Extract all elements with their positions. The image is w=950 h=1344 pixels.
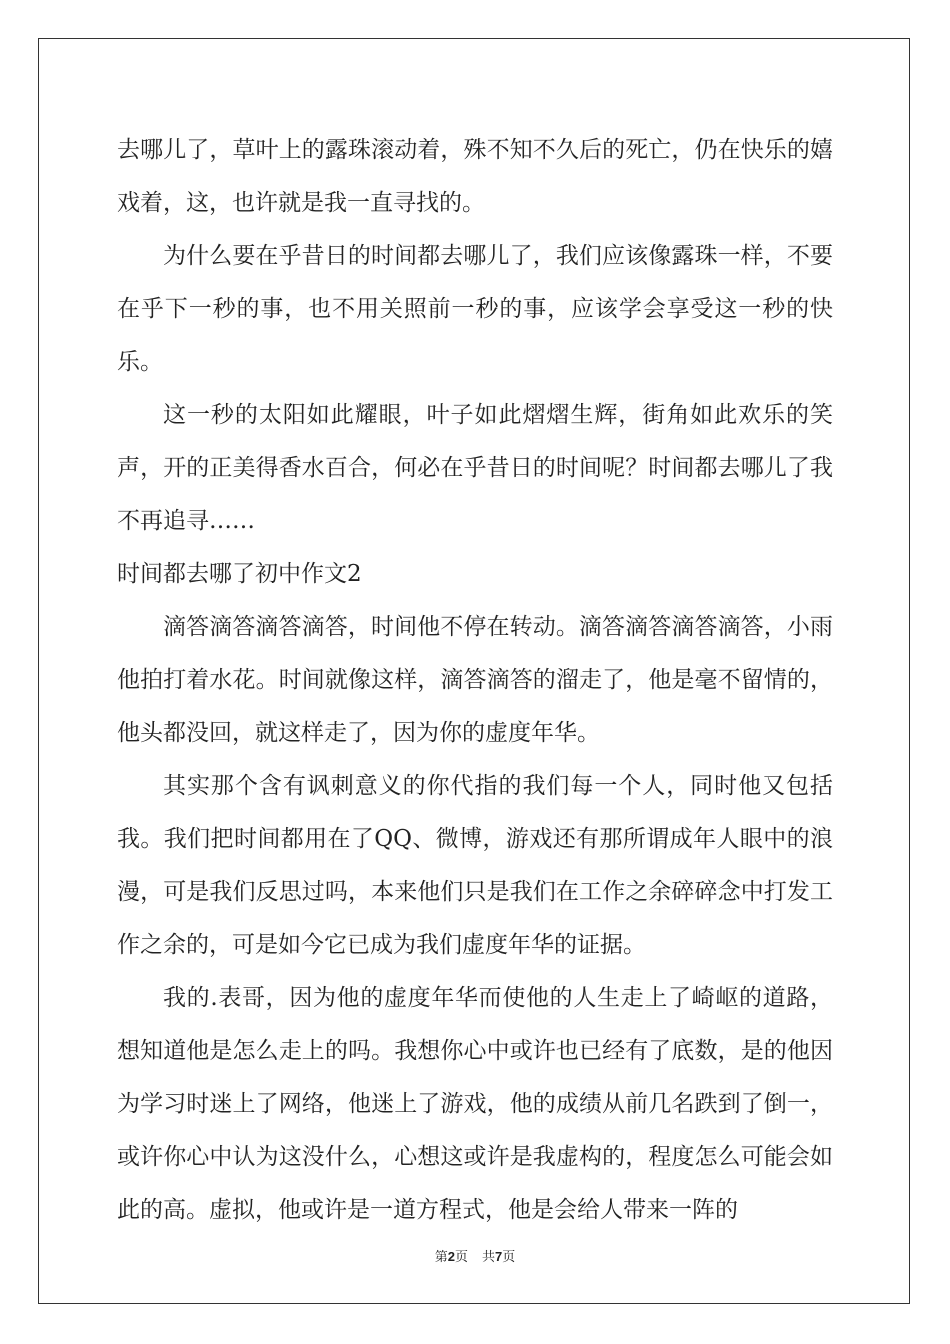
- page-footer: [0, 1246, 950, 1265]
- page-number: 2: [447, 1249, 455, 1264]
- essay-title: 时间都去哪了初中作文2: [117, 561, 362, 587]
- paragraph: 我的.表哥，因为他的虚度年华而使他的人生走上了崎岖的道路，想知道他是怎么走上的吗。我想你心中或许也已经有了底数，是的他因为学习时迷上了网络，他迷上了游戏，他的成绩从前几名跌到了倒一，或许你心中认为这没什么，心想这或许是我虚构的，程度怎么可能会如此的高。虚拟，他或许是一道方程式，他是会给人带来一阵的: [117, 985, 833, 1223]
- total-prefix: 共: [482, 1250, 496, 1265]
- paragraph: 为什么要在乎昔日的时间都去哪儿了，我们应该像露珠一样，不要在乎下一秒的事，也不用关照前一秒的事，应该学会享受这一秒的快乐。: [117, 243, 833, 375]
- document-body: [117, 124, 833, 1237]
- paragraph: 其实那个含有讽刺意义的你代指的我们每一个人，同时他又包括我。我们把时间都用在了QQ、微博，游戏还有那所谓成年人眼中的浪漫，可是我们反思过吗，本来他们只是我们在工作之余碎碎念中打发工作之余的，可是如今它已成为我们虚度年华的证据。: [117, 773, 833, 958]
- paragraph-continuation: 去哪儿了，草叶上的露珠滚动着，殊不知不久后的死亡，仍在快乐的嬉戏着，这，也许就是我一直寻找的。: [117, 137, 833, 216]
- paragraph: 滴答滴答滴答滴答，时间他不停在转动。滴答滴答滴答滴答，小雨他拍打着水花。时间就像这样，滴答滴答的溜走了，他是毫不留情的，他头都没回，就这样走了，因为你的虚度年华。: [117, 614, 833, 746]
- total-pages: 7: [495, 1249, 503, 1264]
- page-prefix: 第: [434, 1250, 448, 1265]
- page-suffix: 页: [454, 1250, 468, 1265]
- paragraph: 这一秒的太阳如此耀眼，叶子如此熠熠生辉，街角如此欢乐的笑声，开的正美得香水百合，何必在乎昔日的时间呢？时间都去哪儿了我不再追寻……: [117, 402, 833, 534]
- total-suffix: 页: [502, 1250, 516, 1265]
